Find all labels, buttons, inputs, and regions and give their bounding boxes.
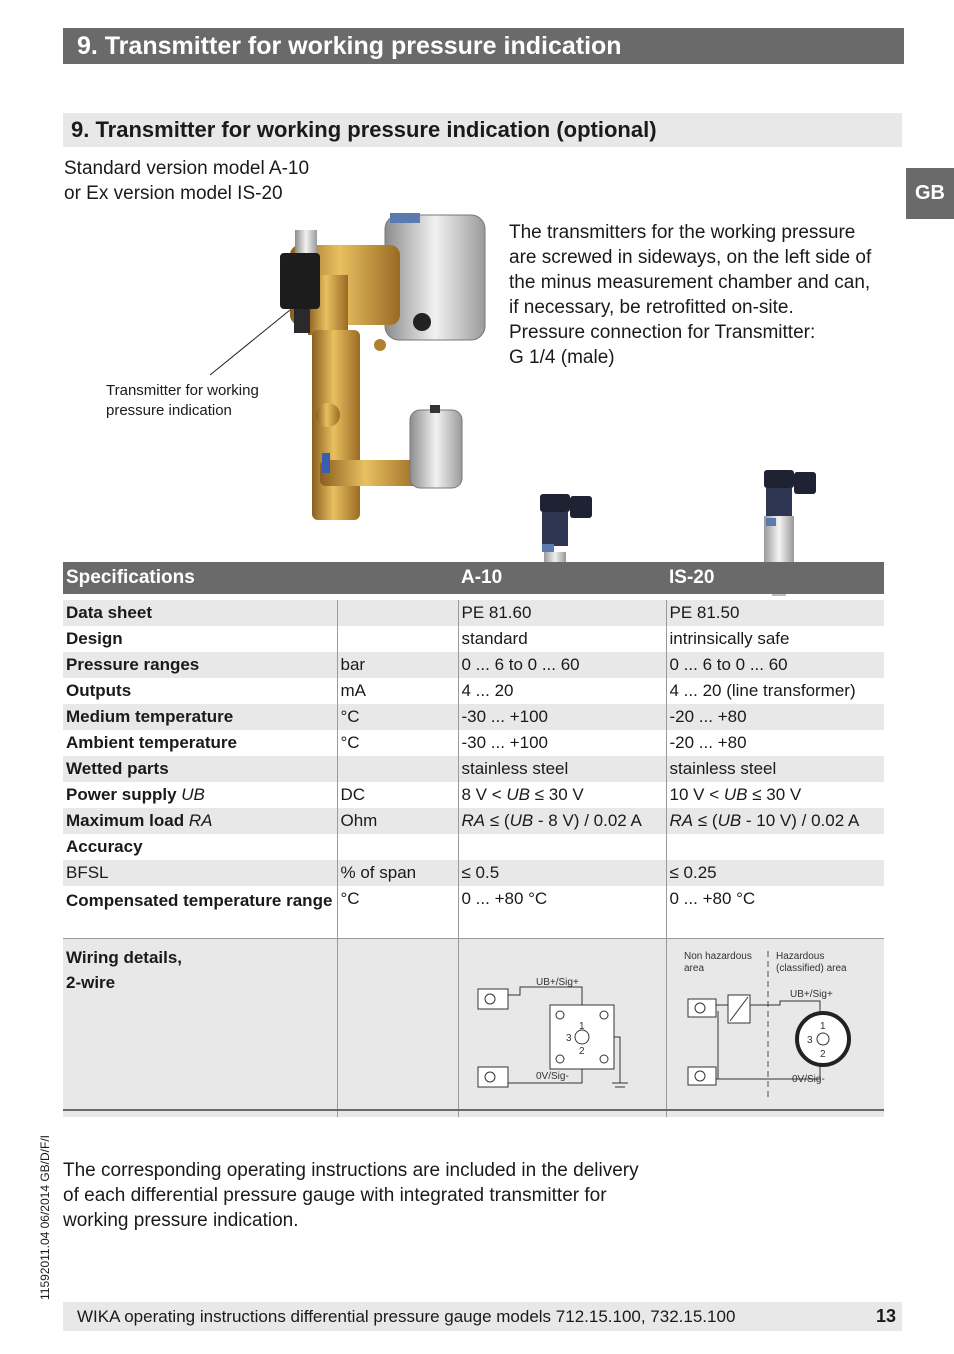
spec-is20: stainless steel <box>666 756 884 782</box>
description-line: Pressure connection for Transmitter: <box>509 322 816 343</box>
table-row <box>63 782 884 808</box>
wiring-a10-cell <box>458 939 666 1118</box>
is20-symbol: UB <box>723 785 748 804</box>
spec-is20 <box>666 808 884 834</box>
spec-param: BFSL <box>63 860 337 886</box>
table-row <box>63 704 884 730</box>
spec-unit <box>337 600 458 626</box>
table-row <box>63 860 884 886</box>
spec-unit: °C <box>337 704 458 730</box>
spec-a10 <box>458 834 666 860</box>
spec-a10: -30 ... +100 <box>458 730 666 756</box>
wiring-is20-cell <box>666 939 884 1118</box>
spec-unit <box>337 834 458 860</box>
a10-pin-1: 1 <box>578 1021 585 1032</box>
a10-post: ≤ 30 V <box>530 785 584 804</box>
wiring-line-1: Wiring details, <box>66 948 183 967</box>
table-row <box>63 600 884 626</box>
table-bottom-rule <box>63 1109 884 1111</box>
is20-symbol-2: UB <box>717 811 742 830</box>
spec-unit: Ohm <box>337 808 458 834</box>
callout-line-2: pressure indication <box>106 402 232 419</box>
table-row <box>63 626 884 652</box>
spec-a10: -30 ... +100 <box>458 704 666 730</box>
a10-symbol-2: UB <box>509 811 534 830</box>
spec-param-symbol: RA <box>188 811 213 830</box>
spec-a10 <box>458 782 666 808</box>
spec-unit: DC <box>337 782 458 808</box>
spec-unit: % of span <box>337 860 458 886</box>
is20-bottom-label: 0V/Sig- <box>791 1074 825 1085</box>
description-line: are screwed in sideways, on the left side of <box>509 247 872 268</box>
spec-a10 <box>458 808 666 834</box>
spec-param: Compensated temperature range <box>63 886 337 939</box>
specifications-table <box>63 600 884 1117</box>
a10-symbol: UB <box>506 785 531 804</box>
spec-unit: bar <box>337 652 458 678</box>
intro-line-2: or Ex version model IS-20 <box>64 183 283 204</box>
spec-is20: -20 ... +80 <box>669 733 747 752</box>
gauge-assembly-illustration <box>200 205 500 530</box>
spec-param: Ambient temperature <box>63 730 337 756</box>
spec-unit <box>337 626 458 652</box>
spec-is20 <box>666 782 884 808</box>
conclusion-line: working pressure indication. <box>63 1210 299 1231</box>
spec-param: Design <box>63 626 337 652</box>
description-line: if necessary, be retrofitted on-site. <box>509 297 794 318</box>
a10-bottom-label: 0V/Sig- <box>535 1071 569 1082</box>
table-row <box>63 652 884 678</box>
zone-right-line-1: Hazardous <box>775 951 824 962</box>
is20-mid: ≤ ( <box>693 811 718 830</box>
description-line: The transmitters for the working pressure <box>509 222 856 243</box>
conclusion-line: The corresponding operating instructions are included in the delivery <box>63 1160 639 1181</box>
table-row <box>63 834 884 860</box>
table-row <box>63 939 884 1118</box>
conclusion-line: of each differential pressure gauge with integrated transmitter for <box>63 1185 607 1206</box>
intro-line-1: Standard version model A-10 <box>64 158 310 179</box>
spec-a10: ≤ 0.5 <box>458 860 666 886</box>
footer-text: WIKA operating instructions differential pressure gauge models 712.15.100, 732.15.100 <box>77 1307 736 1326</box>
a10-top-label: UB+/Sig+ <box>535 977 579 988</box>
spec-param <box>63 808 337 834</box>
spec-param-text: Maximum load <box>66 811 185 830</box>
spec-is20: -20 ... +80 <box>666 704 884 730</box>
language-tab[interactable]: GB <box>906 168 954 219</box>
a10-pre: 8 V < <box>461 785 507 804</box>
spec-param: Data sheet <box>63 600 337 626</box>
table-row <box>63 886 884 939</box>
intro-text <box>64 156 309 206</box>
spec-a10: standard <box>458 626 666 652</box>
spec-unit <box>337 756 458 782</box>
wiring-unit <box>337 939 458 1118</box>
is20-post: ≤ 30 V <box>747 785 802 804</box>
is20-top-label: UB+/Sig+ <box>789 989 833 1000</box>
wiring-line-2: 2-wire <box>66 973 116 992</box>
description-line: G 1/4 (male) <box>509 347 615 368</box>
document-code: 11592011.04 06/2014 GB/D/F/I <box>38 1134 52 1300</box>
wiring-param <box>63 939 337 1118</box>
spec-param: Medium temperature <box>63 704 337 730</box>
spec-param <box>63 782 337 808</box>
zone-left-line-2: area <box>683 963 704 974</box>
spec-param: Outputs <box>63 678 337 704</box>
specs-header-param: Specifications <box>66 567 195 588</box>
table-row <box>63 756 884 782</box>
spec-a10: PE 81.60 <box>458 600 666 626</box>
spec-a10: 0 ... 6 to 0 ... 60 <box>458 652 666 678</box>
conclusion-text <box>63 1158 639 1233</box>
chapter-title: 9. Transmitter for working pressure indication <box>63 28 904 64</box>
is20-pin-3: 3 <box>806 1035 813 1046</box>
transmitter-callout <box>106 381 259 421</box>
is20-pin-1: 1 <box>819 1021 826 1032</box>
page-footer <box>63 1302 902 1331</box>
a10-symbol: RA <box>461 811 486 830</box>
is20-post: - 10 V) / 0.02 A <box>741 811 860 830</box>
section-title: 9. Transmitter for working pressure indication (optional) <box>63 113 902 147</box>
specs-header <box>63 562 884 594</box>
callout-line-1: Transmitter for working <box>106 382 259 399</box>
spec-a10: 4 ... 20 <box>458 678 666 704</box>
is20-pin-2: 2 <box>819 1049 826 1060</box>
spec-is20 <box>666 834 884 860</box>
spec-unit: °C <box>337 730 458 756</box>
is20-pre: 10 V < <box>669 785 724 804</box>
spec-is20: ≤ 0.25 <box>666 860 884 886</box>
specs-header-is20: IS-20 <box>669 567 715 588</box>
description-line: the minus measurement chamber and can, <box>509 272 871 293</box>
zone-left-line-1: Non hazardous <box>683 951 752 962</box>
description-text <box>509 220 904 370</box>
spec-a10: stainless steel <box>458 756 666 782</box>
spec-unit: mA <box>337 678 458 704</box>
is20-wiring-diagram <box>670 939 884 1107</box>
page-number: 13 <box>875 1306 896 1326</box>
spec-unit: °C <box>337 886 458 939</box>
spec-param-symbol: UB <box>181 785 205 804</box>
spec-is20: intrinsically safe <box>669 629 790 648</box>
table-row <box>63 678 884 704</box>
spec-is20: 0 ... 6 to 0 ... 60 <box>666 652 884 678</box>
a10-mid: ≤ ( <box>485 811 510 830</box>
table-row <box>63 730 884 756</box>
table-row <box>63 808 884 834</box>
a10-pin-3: 3 <box>565 1033 572 1044</box>
a10-pin-2: 2 <box>578 1046 585 1057</box>
spec-is20: 0 ... +80 °C <box>669 889 756 908</box>
spec-param-text: Power supply <box>66 785 177 804</box>
zone-right-line-2: (classified) area <box>775 963 847 974</box>
a10-post: - 8 V) / 0.02 A <box>533 811 642 830</box>
specs-header-a10: A-10 <box>461 567 503 588</box>
a10-wiring-diagram <box>462 939 662 1107</box>
spec-param: Wetted parts <box>63 756 337 782</box>
spec-is20: PE 81.50 <box>666 600 884 626</box>
spec-is20: 4 ... 20 (line transformer) <box>669 681 856 700</box>
spec-param: Pressure ranges <box>63 652 337 678</box>
spec-a10: 0 ... +80 °C <box>458 886 666 939</box>
is20-symbol: RA <box>669 811 694 830</box>
spec-param: Accuracy <box>63 834 337 860</box>
